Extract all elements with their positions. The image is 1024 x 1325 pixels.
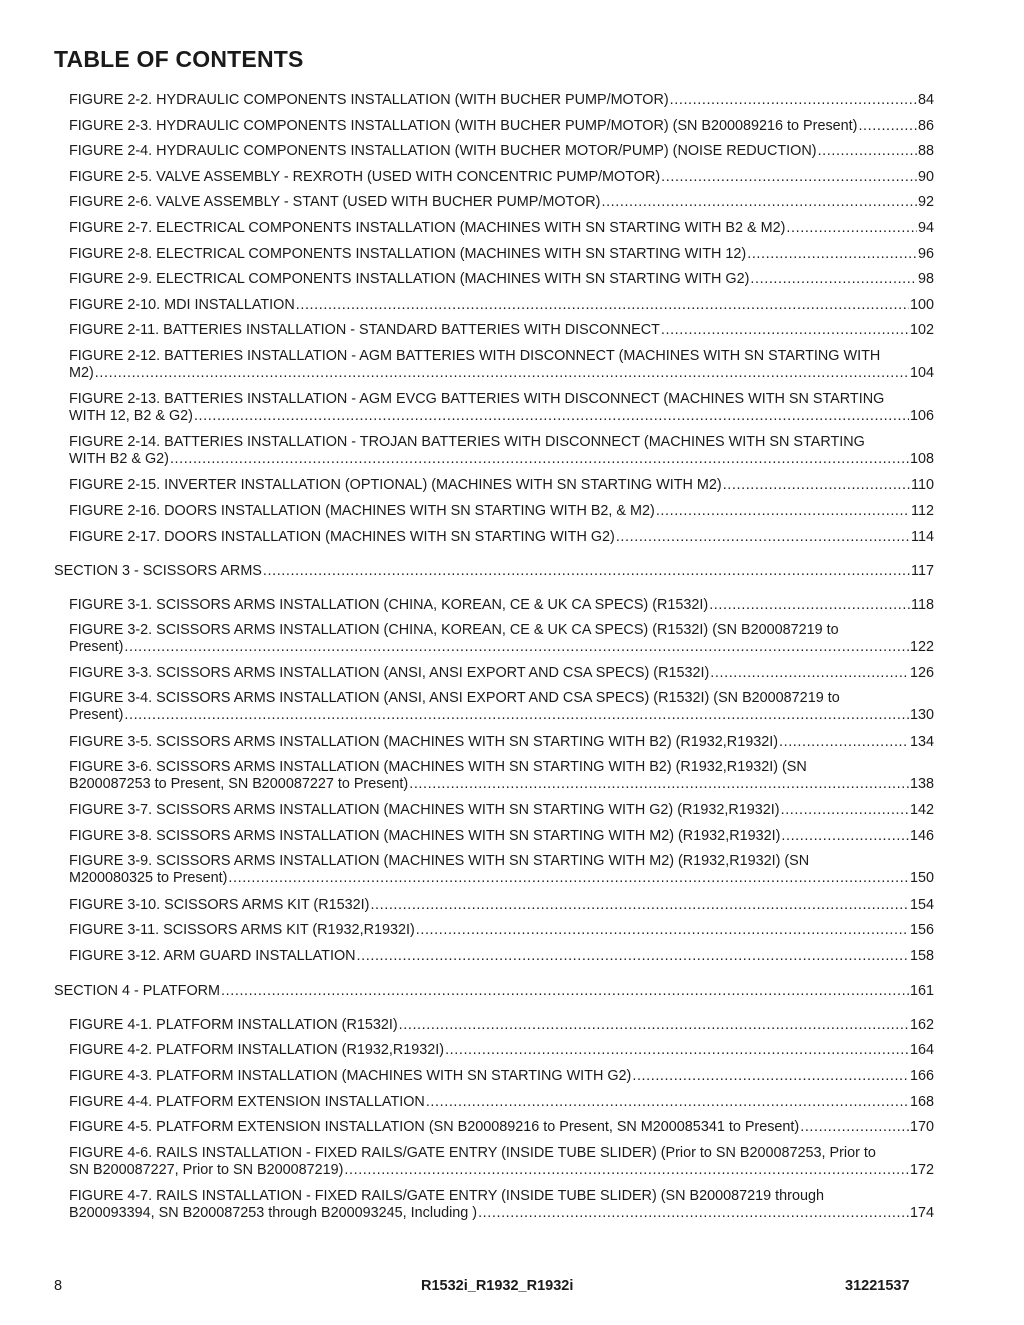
- dot-leader: [779, 734, 909, 751]
- toc-entry-page: 98: [917, 271, 934, 287]
- dot-leader: [416, 922, 909, 939]
- toc-entry-page: 102: [909, 322, 934, 338]
- toc-entry[interactable]: [69, 1068, 934, 1085]
- toc-entry[interactable]: [69, 1145, 934, 1179]
- toc-entry[interactable]: [69, 759, 934, 793]
- footer-page-number: 8: [54, 1278, 63, 1294]
- dot-leader: [426, 1094, 909, 1111]
- toc-entry-page: 158: [909, 948, 934, 964]
- dot-leader: [399, 1017, 909, 1034]
- toc-entry-page: 138: [909, 776, 934, 792]
- dot-leader: [124, 639, 909, 656]
- dot-leader: [601, 194, 917, 211]
- toc-entry[interactable]: [69, 922, 934, 939]
- toc-entry-title-line: FIGURE 4-7. RAILS INSTALLATION - FIXED RAILS/GATE ENTRY (INSIDE TUBE SLIDER) (SN B200087219 through: [69, 1188, 824, 1204]
- toc-entry-title: FIGURE 2-9. ELECTRICAL COMPONENTS INSTALLATION (MACHINES WITH SN STARTING WITH G2): [69, 271, 750, 287]
- toc-entry-title: FIGURE 2-8. ELECTRICAL COMPONENTS INSTALLATION (MACHINES WITH SN STARTING WITH 12): [69, 246, 747, 262]
- toc-entry-title: FIGURE 2-5. VALVE ASSEMBLY - REXROTH (USED WITH CONCENTRIC PUMP/MOTOR): [69, 169, 661, 185]
- toc-entry[interactable]: [69, 434, 934, 468]
- toc-entry-page: 134: [909, 734, 934, 750]
- toc-entry[interactable]: [69, 802, 934, 819]
- dot-leader: [296, 297, 909, 314]
- toc-entry-title: SN B200087227, Prior to SN B200087219): [69, 1162, 344, 1178]
- dot-leader: [194, 408, 909, 425]
- toc-entry-page: 92: [917, 194, 934, 210]
- toc-entry[interactable]: [69, 1094, 934, 1111]
- toc-entry-page: 170: [909, 1119, 934, 1135]
- toc-section-entry[interactable]: [54, 563, 934, 580]
- dot-leader: [709, 597, 910, 614]
- toc-entry-page: 96: [917, 246, 934, 262]
- toc-entry-page: 154: [909, 897, 934, 913]
- toc-entry-title-line: FIGURE 2-13. BATTERIES INSTALLATION - AGM EVCG BATTERIES WITH DISCONNECT (MACHINES WITH SN STARTING: [69, 391, 885, 407]
- dot-leader: [370, 897, 909, 914]
- toc-entry[interactable]: [69, 622, 934, 656]
- toc-entry[interactable]: [69, 1017, 934, 1034]
- dot-leader: [478, 1205, 909, 1222]
- toc-entry[interactable]: [69, 220, 934, 237]
- toc-entry-title: FIGURE 2-17. DOORS INSTALLATION (MACHINES WITH SN STARTING WITH G2): [69, 529, 615, 545]
- toc-entry[interactable]: [69, 118, 934, 135]
- dot-leader: [710, 665, 909, 682]
- toc-entry-page: 168: [909, 1094, 934, 1110]
- footer-doc-number: 31221537: [845, 1278, 910, 1294]
- dot-leader: [616, 529, 910, 546]
- toc-entry-page: 118: [911, 597, 934, 613]
- toc-entry-page: 110: [911, 477, 934, 493]
- toc-entry-page: 117: [911, 563, 934, 579]
- toc-entry-title: SECTION 4 - PLATFORM: [54, 983, 221, 999]
- dot-leader: [800, 1119, 909, 1136]
- toc-entry-title: FIGURE 4-3. PLATFORM INSTALLATION (MACHINES WITH SN STARTING WITH G2): [69, 1068, 632, 1084]
- toc-entry-title: FIGURE 4-5. PLATFORM EXTENSION INSTALLATION (SN B200089216 to Present, SN M200085341 to Present): [69, 1119, 800, 1135]
- dot-leader: [781, 828, 909, 845]
- toc-entry[interactable]: [69, 690, 934, 724]
- toc-entry[interactable]: [69, 92, 934, 109]
- toc-entry[interactable]: [69, 169, 934, 186]
- toc-entry-title: SECTION 3 - SCISSORS ARMS: [54, 563, 262, 579]
- toc-entry-title: FIGURE 2-10. MDI INSTALLATION: [69, 297, 295, 313]
- dot-leader: [781, 802, 909, 819]
- toc-entry-title: FIGURE 2-2. HYDRAULIC COMPONENTS INSTALLATION (WITH BUCHER PUMP/MOTOR): [69, 92, 669, 108]
- toc-entry-page: 104: [909, 365, 934, 381]
- toc-entry-title: WITH B2 & G2): [69, 451, 169, 467]
- dot-leader: [670, 92, 917, 109]
- toc-entry-page: 150: [909, 870, 934, 886]
- toc-entry-page: 126: [909, 665, 934, 681]
- toc-entry-page: 114: [911, 529, 934, 545]
- toc-entry[interactable]: [69, 597, 934, 614]
- toc-entry-page: 161: [909, 983, 934, 999]
- dot-leader: [445, 1042, 909, 1059]
- toc-entry-page: 164: [909, 1042, 934, 1058]
- footer-model: R1532i_R1932_R1932i: [421, 1278, 574, 1294]
- toc-entry-page: 156: [909, 922, 934, 938]
- toc-entry[interactable]: [69, 1042, 934, 1059]
- toc-entry[interactable]: [69, 297, 934, 314]
- toc-entry[interactable]: [69, 1188, 934, 1222]
- dot-leader: [170, 451, 909, 468]
- toc-entry-title-line: FIGURE 3-4. SCISSORS ARMS INSTALLATION (ANSI, ANSI EXPORT AND CSA SPECS) (R1532I) (SN B200087219 to: [69, 690, 840, 706]
- toc-entry-title: FIGURE 4-1. PLATFORM INSTALLATION (R1532I): [69, 1017, 398, 1033]
- toc-entry-title: Present): [69, 707, 124, 723]
- toc-entry[interactable]: [69, 948, 934, 965]
- dot-leader: [228, 870, 909, 887]
- toc-entry-title: FIGURE 3-3. SCISSORS ARMS INSTALLATION (ANSI, ANSI EXPORT AND CSA SPECS) (R1532I): [69, 665, 710, 681]
- toc-entry[interactable]: [69, 503, 934, 520]
- toc-entry-title: FIGURE 2-3. HYDRAULIC COMPONENTS INSTALLATION (WITH BUCHER PUMP/MOTOR) (SN B200089216 to Present): [69, 118, 858, 134]
- toc-entry-title: FIGURE 4-4. PLATFORM EXTENSION INSTALLATION: [69, 1094, 425, 1110]
- toc-entry[interactable]: [69, 194, 934, 211]
- dot-leader: [124, 707, 909, 724]
- dot-leader: [723, 477, 910, 494]
- toc-entry-title-line: FIGURE 3-2. SCISSORS ARMS INSTALLATION (CHINA, KOREAN, CE & UK CA SPECS) (R1532I) (SN B200087219 to: [69, 622, 839, 638]
- toc-entry-title: FIGURE 3-12. ARM GUARD INSTALLATION: [69, 948, 356, 964]
- toc-entry-title: WITH 12, B2 & G2): [69, 408, 193, 424]
- toc-entry[interactable]: [69, 391, 934, 425]
- toc-section-entry[interactable]: [54, 983, 934, 1000]
- dot-leader: [95, 365, 909, 382]
- dot-leader: [858, 118, 917, 135]
- toc-entry-title-line: FIGURE 4-6. RAILS INSTALLATION - FIXED RAILS/GATE ENTRY (INSIDE TUBE SLIDER) (Prior to SN B200087253, Prior to: [69, 1145, 876, 1161]
- toc-entry-page: 84: [917, 92, 934, 108]
- dot-leader: [357, 948, 909, 965]
- toc-entry-title: FIGURE 3-10. SCISSORS ARMS KIT (R1532I): [69, 897, 370, 913]
- toc-entry[interactable]: [69, 734, 934, 751]
- toc-entry-page: 130: [909, 707, 934, 723]
- toc-entry-title: FIGURE 3-7. SCISSORS ARMS INSTALLATION (MACHINES WITH SN STARTING WITH G2) (R1932,R1932I): [69, 802, 780, 818]
- toc-entry-title-line: FIGURE 2-12. BATTERIES INSTALLATION - AGM BATTERIES WITH DISCONNECT (MACHINES WITH SN STARTING WITH: [69, 348, 881, 364]
- toc-entry-title: FIGURE 2-11. BATTERIES INSTALLATION - STANDARD BATTERIES WITH DISCONNECT: [69, 322, 660, 338]
- dot-leader: [747, 246, 917, 263]
- dot-leader: [632, 1068, 909, 1085]
- toc-entry-page: 88: [917, 143, 934, 159]
- toc-entry[interactable]: [69, 897, 934, 914]
- toc-entry-title: Present): [69, 639, 124, 655]
- toc-entry-title-line: FIGURE 3-6. SCISSORS ARMS INSTALLATION (MACHINES WITH SN STARTING WITH B2) (R1932,R1932I) (SN: [69, 759, 807, 775]
- toc-entry-page: 172: [909, 1162, 934, 1178]
- toc-entry[interactable]: [69, 853, 934, 887]
- toc-entry-title: B200087253 to Present, SN B200087227 to Present): [69, 776, 409, 792]
- toc-entry-title: FIGURE 2-15. INVERTER INSTALLATION (OPTIONAL) (MACHINES WITH SN STARTING WITH M2): [69, 477, 722, 493]
- dot-leader: [344, 1162, 909, 1179]
- dot-leader: [661, 322, 909, 339]
- toc-entry-title: FIGURE 4-2. PLATFORM INSTALLATION (R1932,R1932I): [69, 1042, 445, 1058]
- dot-leader: [221, 983, 909, 1000]
- toc-entry[interactable]: [69, 529, 934, 546]
- toc-entry[interactable]: [69, 1119, 934, 1136]
- dot-leader: [656, 503, 910, 520]
- dot-leader: [661, 169, 917, 186]
- page-title: TABLE OF CONTENTS: [54, 46, 304, 72]
- toc-entry[interactable]: [69, 143, 934, 160]
- dot-leader: [263, 563, 910, 580]
- toc-entry-page: 108: [909, 451, 934, 467]
- toc-entry-page: 112: [911, 503, 934, 519]
- toc-entry[interactable]: [69, 477, 934, 494]
- toc-entry-page: 146: [909, 828, 934, 844]
- toc-entry-title-line: FIGURE 3-9. SCISSORS ARMS INSTALLATION (MACHINES WITH SN STARTING WITH M2) (R1932,R1932I) (SN: [69, 853, 810, 869]
- toc-entry-title: FIGURE 2-4. HYDRAULIC COMPONENTS INSTALLATION (WITH BUCHER MOTOR/PUMP) (NOISE REDUCTION): [69, 143, 817, 159]
- dot-leader: [818, 143, 917, 160]
- toc-entry-title: M200080325 to Present): [69, 870, 228, 886]
- toc-entry-title: FIGURE 2-6. VALVE ASSEMBLY - STANT (USED WITH BUCHER PUMP/MOTOR): [69, 194, 601, 210]
- toc-entry[interactable]: [69, 828, 934, 845]
- toc-entry-page: 106: [909, 408, 934, 424]
- toc-entry-title: FIGURE 3-11. SCISSORS ARMS KIT (R1932,R1932I): [69, 922, 415, 938]
- toc-entry-title-line: FIGURE 2-14. BATTERIES INSTALLATION - TROJAN BATTERIES WITH DISCONNECT (MACHINES WITH SN STARTING: [69, 434, 865, 450]
- dot-leader: [786, 220, 917, 237]
- toc-entry-page: 142: [909, 802, 934, 818]
- dot-leader: [409, 776, 909, 793]
- toc-entry[interactable]: [69, 271, 934, 288]
- toc-entry-title: FIGURE 3-8. SCISSORS ARMS INSTALLATION (MACHINES WITH SN STARTING WITH M2) (R1932,R1932I): [69, 828, 781, 844]
- toc-entry-title: FIGURE 2-16. DOORS INSTALLATION (MACHINES WITH SN STARTING WITH B2, & M2): [69, 503, 655, 519]
- toc-entry-title: FIGURE 3-1. SCISSORS ARMS INSTALLATION (CHINA, KOREAN, CE & UK CA SPECS) (R1532I): [69, 597, 709, 613]
- toc-entry-page: 174: [909, 1205, 934, 1221]
- toc-entry-title: FIGURE 3-5. SCISSORS ARMS INSTALLATION (MACHINES WITH SN STARTING WITH B2) (R1932,R1932I): [69, 734, 778, 750]
- toc-entry-page: 86: [917, 118, 934, 134]
- toc-entry-page: 90: [917, 169, 934, 185]
- toc-entry[interactable]: [69, 322, 934, 339]
- toc-entry[interactable]: [69, 348, 934, 382]
- toc-entry-page: 166: [909, 1068, 934, 1084]
- toc-entry-page: 100: [909, 297, 934, 313]
- dot-leader: [750, 271, 917, 288]
- toc-entry-title: FIGURE 2-7. ELECTRICAL COMPONENTS INSTALLATION (MACHINES WITH SN STARTING WITH B2 & M2): [69, 220, 786, 236]
- toc-entry-page: 94: [917, 220, 934, 236]
- toc-entry-title: M2): [69, 365, 94, 381]
- toc-entry[interactable]: [69, 665, 934, 682]
- toc-entry-page: 162: [909, 1017, 934, 1033]
- toc-entry[interactable]: [69, 246, 934, 263]
- toc-entry-page: 122: [909, 639, 934, 655]
- toc-entry-title: B200093394, SN B200087253 through B200093245, Including ): [69, 1205, 478, 1221]
